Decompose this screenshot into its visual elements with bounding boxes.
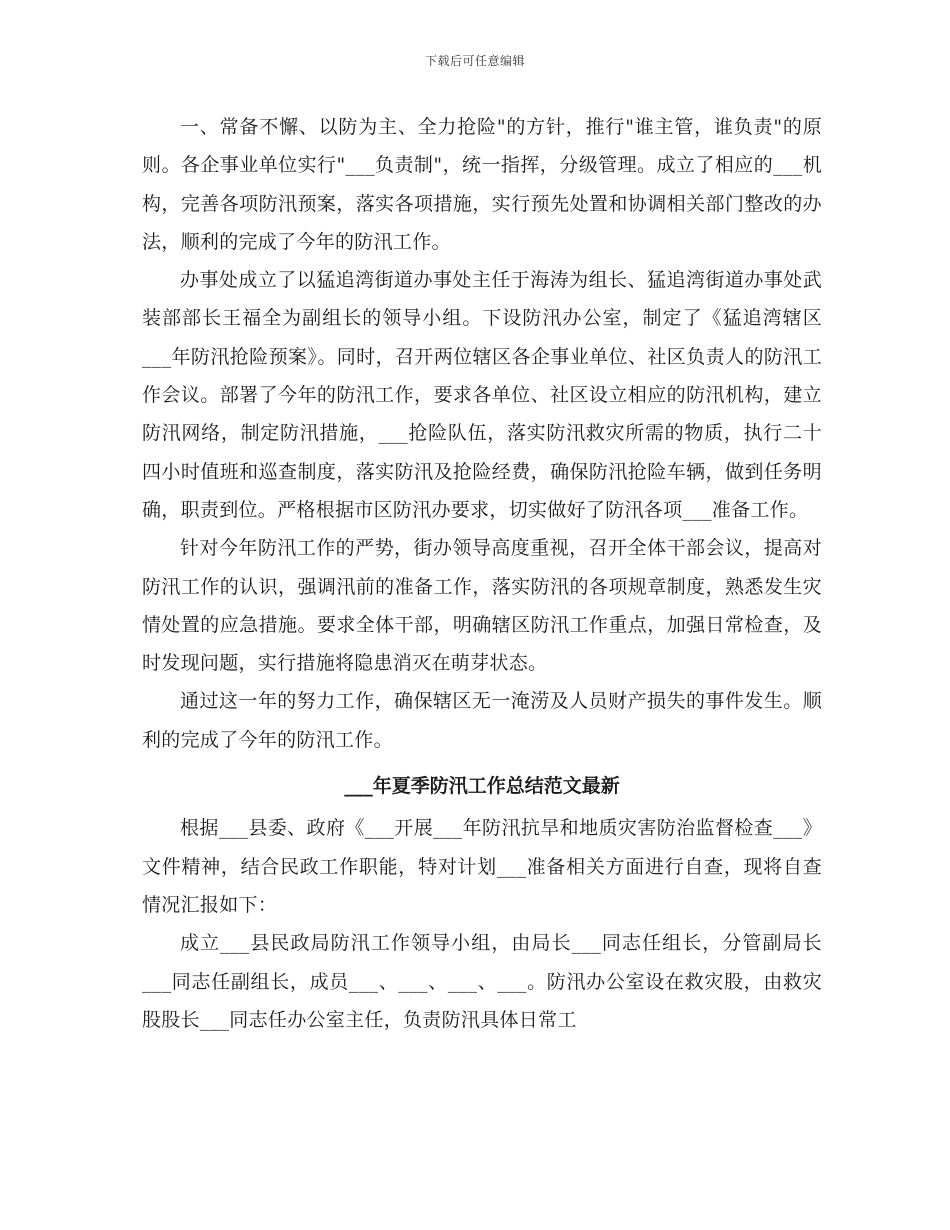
paragraph-civil-affairs-group: 成立___县民政局防汛工作领导小组，由局长___同志任组长，分管副局长___同志任副组长，成员___、___、___、___。防汛办公室设在救灾股，由救灾股股长___同志任办公室主任，负责防汛具体日常工 [142,932,822,1031]
document-body [142,108,822,1039]
paragraph-cadre-meeting: 针对今年防汛工作的严势，街办领导高度重视，召开全体干部会议，提高对防汛工作的认识，强调汛前的准备工作，落实防汛的各项规章制度，熟悉发生灾情处置的应急措施。要求全体干部，明确辖区防汛工作重点，加强日常检查，及时发现问题，实行措施将隐患消灭在萌芽状态。 [142,537,822,675]
paragraph-principles: 一、常备不懈、以防为主、全力抢险"的方针，推行"谁主管，谁负责"的原则。各企事业单位实行"___负责制"，统一指挥，分级管理。成立了相应的___机构，完善各项防汛预案，落实各项措施，实行预先处置和协调相关部门整改的办法，顺利的完成了今年的防汛工作。 [142,116,822,253]
paragraph-conclusion: 通过这一年的努力工作，确保辖区无一淹涝及人员财产损失的事件发生。顺利的完成了今年的防汛工作。 [142,690,822,751]
paragraph-leadership-group: 办事处成立了以猛追湾街道办事处主任于海涛为组长、猛追湾街道办事处武装部部长王福全为副组长的领导小组。下设防汛办公室，制定了《猛追湾辖区___年防汛抢险预案》。同时，召开两位辖区各企事业单位、社区负责人的防汛工作会议。部署了今年的防汛工作，要求各单位、社区设立相应的防汛机构，建立防汛网络，制定防汛措施，___抢险队伍，落实防汛救灾所需的物质，执行二十四小时值班和巡查制度，落实防汛及抢险经费，确保防汛抢险车辆，做到任务明确，职责到位。严格根据市区防汛办要求，切实做好了防汛各项___准备工作。 [142,269,822,521]
page-header-note: 下载后可任意编辑 [424,54,525,68]
paragraph-self-inspection: 根据___县委、政府《___开展___年防汛抗旱和地质灾害防治监督检查___》文件精神，结合民政工作职能，特对计划___准备相关方面进行自查，现将自查情况汇报如下： [142,817,822,916]
section-title: ___年夏季防汛工作总结范文最新 [344,775,620,798]
